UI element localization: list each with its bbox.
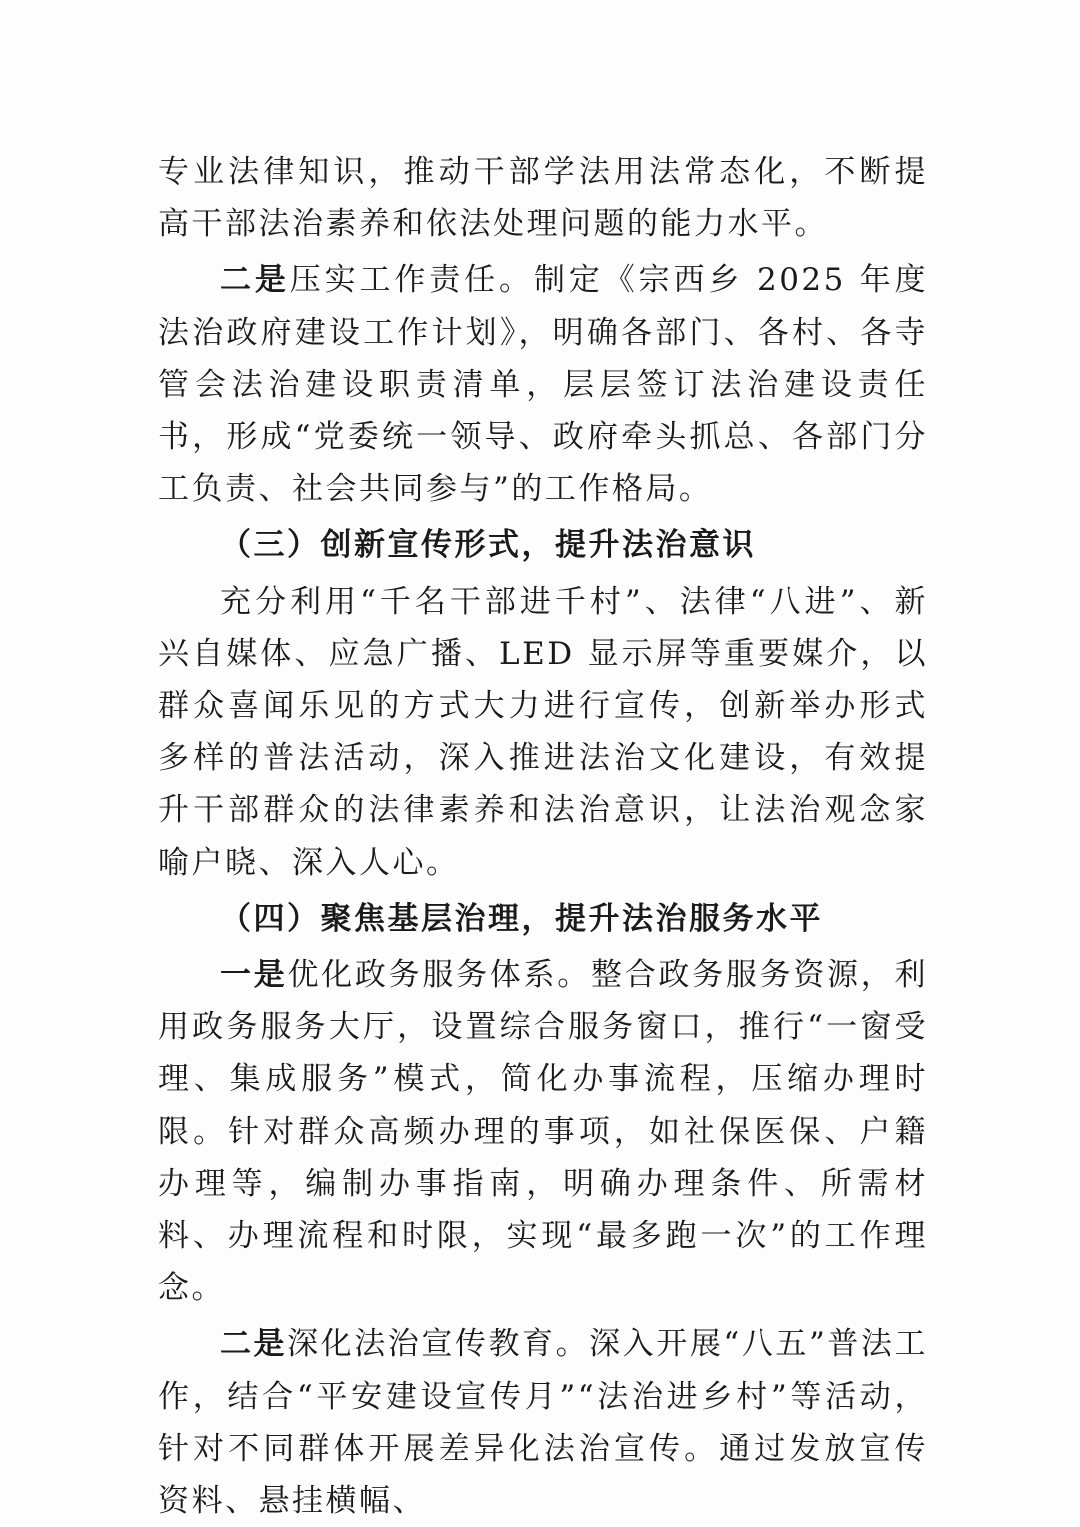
document-body (158, 146, 928, 1527)
paragraph-lead: 二是 (220, 1326, 288, 1363)
paragraph-lead: 一是 (220, 957, 288, 994)
paragraph-responsibility (158, 254, 928, 515)
paragraph-government-services (158, 949, 928, 1314)
paragraph-legal-education (158, 1318, 928, 1527)
paragraph-text: 压实工作责任。制定《宗西乡 2025 年度法治政府建设工作计划》，明确各部门、各村、各寺管会法治建设职责清单，层层签订法治建设责任书，形成“党委统一领导、政府牵头抓总、各部门分工负责、社会共同参与”的工作格局。 (158, 262, 928, 508)
paragraph-text: 深化法治宣传教育。深入开展“八五”普法工作，结合“平安建设宣传月”“法治进乡村”等活动，针对不同群体开展差异化法治宣传。通过发放宣传资料、悬挂横幅、 (158, 1326, 928, 1520)
paragraph-continuation: 专业法律知识，推动干部学法用法常态化，不断提高干部法治素养和依法处理问题的能力水平。 (158, 154, 928, 243)
paragraph-lead: 二是 (220, 262, 290, 299)
section-heading-4: （四）聚焦基层治理，提升法治服务水平 (220, 900, 823, 937)
paragraph-publicity: 充分利用“千名干部进千村”、法律“八进”、新兴自媒体、应急广播、LED 显示屏等重要媒介，以群众喜闻乐见的方式大力进行宣传，创新举办形式多样的普法活动，深入推进法治文化建设，有效提升干部群众的法律素养和法治意识，让法治观念家喻户晓、深入人心。 (158, 583, 929, 881)
paragraph-text: 优化政务服务体系。整合政务服务资源，利用政务服务大厅，设置综合服务窗口，推行“一窗受理、集成服务”模式，简化办事流程，压缩办理时限。针对群众高频办理的事项，如社保医保、户籍办理等，编制办事指南，明确办理条件、所需材料、办理流程和时限，实现“最多跑一次”的工作理念。 (158, 957, 929, 1307)
section-heading-3: （三）创新宣传形式，提升法治意识 (220, 527, 756, 564)
